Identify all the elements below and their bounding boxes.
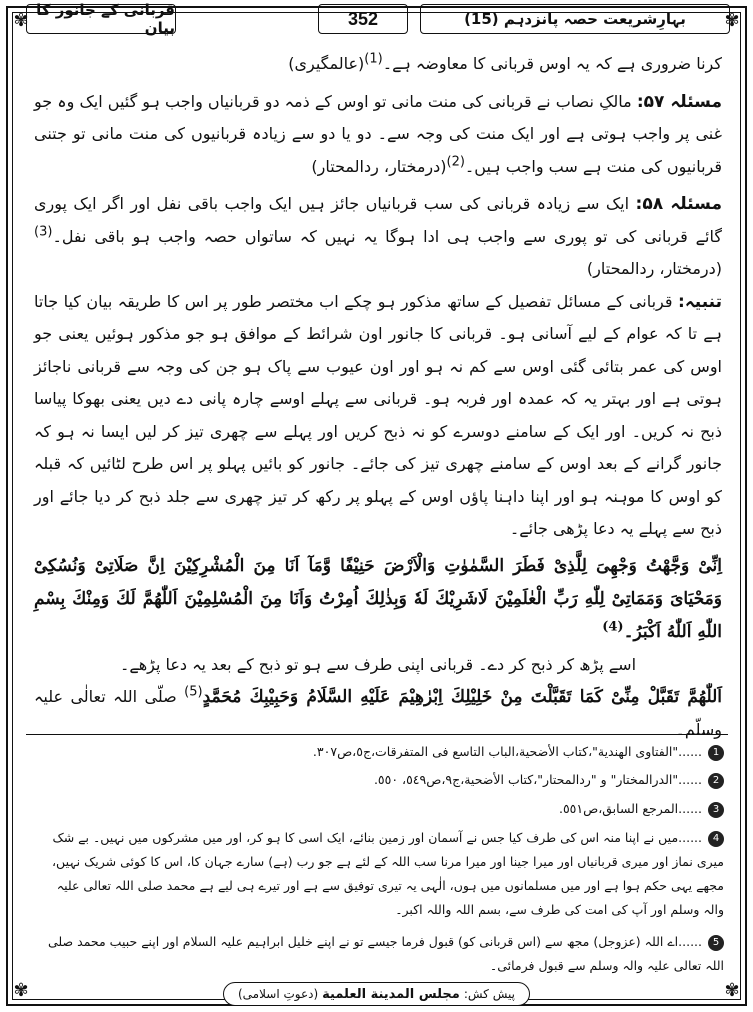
tanbeeh-note [34, 286, 722, 546]
footnote-number: 5 [708, 935, 724, 951]
footnote-ref: (1) [364, 51, 383, 67]
source-citation: (عالمگیری) [288, 54, 365, 73]
paragraph-text: مالکِ نصاب نے قربانی کی منت مانی تو اوس کے ذمہ دو قربانیاں واجب ہو گئیں ایک وہ جو غنی پر واجب ہوتی ہے اور ایک منت کی وجہ سے۔ دو یا دو سے زیادہ قربانیوں کی منت مانی تو جتنی قربانیوں کی منت ہے سب واجب ہیں۔ [34, 91, 722, 176]
footnote-number: 2 [708, 773, 724, 789]
footnote-divider [26, 734, 728, 735]
footnote-text: ......المرجع السابق،ص٥٥١. [558, 801, 702, 816]
main-text [34, 48, 722, 747]
publisher-suffix: (دعوتِ اسلامی) [238, 987, 319, 1001]
footnote-number: 1 [708, 745, 724, 761]
footnote-text: ......اے اللہ (عزوجل) مجھ سے (اس قربانی کو) قبول فرما جیسے تو نے اپنے خلیل ابراہیم علیہ السلام اور اپنے حبیب محمد صلی اللہ تعالی علیہ والہ وسلم سے قبول فرمائی۔ [48, 934, 724, 973]
dua-before-slaughter [34, 550, 722, 649]
masala-58 [34, 188, 722, 286]
footnote-text: ......"الدرالمختار" و "ردالمحتار"،كتاب الأضحية،ج٩،ص٥٤٩، ٥٥٠. [373, 772, 702, 787]
footnote-ref: (3) [34, 224, 53, 240]
masala-label: مسئلہ ۵۷: [636, 91, 722, 112]
arabic-dua: اِنِّیْ وَجَّهْتُ وَجْهِیَ لِلَّذِیْ فَطَرَ السَّمٰوٰتِ وَالْاَرْضَ حَنِیْفًا وَّمَآ اَنَا مِنَ الْمُشْرِكِیْنَ اِنَّ صَلَاتِیْ وَنُسُكِیْ وَمَحْیَایَ وَمَمَاتِیْ لِلّٰهِ رَبِّ الْعٰلَمِیْنَ لَاشَرِیْكَ لَهٗ وَبِذٰلِكَ اُمِرْتُ وَاَنَا مِنَ الْمُسْلِمِیْنَ اَللّٰهُمَّ لَكَ وَمِنْكَ بِسْمِ اللّٰهِ اَللّٰهُ اَكْبَرُ۔ [34, 555, 722, 642]
footnote-text: ......میں نے اپنا منہ اس کی طرف کیا جس نے آسمان اور زمین بنائے، ایک اسی کا ہو کر، اور میں مشرکوں میں نہیں۔ بے شک میری نماز اور میری قربانیاں اور میرا جینا اور میرا مرنا سب اللہ کے لئے ہے جو رب (ہے) سارے جہان کا، اس کا کوئی شریک نہیں، مجھے یہی حکم ہوا ہے اور میں مسلمانوں میں ہوں، الٰہی یہ تیری توفیق سے ہے اور تیرے ہی لیے ہے محمد صلی اللہ تعالی علیہ والہ وسلم اور آپ کی امت کی طرف سے، بسم اللہ واللہ اکبر۔ [52, 830, 724, 917]
publisher-name: مجلس المدينة العلمية [322, 986, 460, 1002]
footnote [34, 740, 724, 764]
footer [0, 982, 753, 1008]
footnote-ref: (2) [446, 154, 465, 170]
source-citation: (درمختار، ردالمحتار) [311, 156, 447, 176]
paragraph-text: ایک سے زیادہ قربانی کی سب قربانیاں جائز ہیں ایک واجب باقی نفل اور اگر ایک پوری گائے قربانی کی تو پوری سے واجب ہی ادا ہوگا یہ نہیں کہ ساتواں حصہ واجب ہو باقی نفل۔ [34, 194, 722, 246]
masala-57 [34, 86, 722, 184]
footnote [34, 930, 724, 978]
page-number: 352 [318, 4, 408, 34]
source-citation: (درمختار، ردالمحتار) [586, 259, 722, 278]
footnote-number: 3 [708, 802, 724, 818]
footnote [34, 768, 724, 792]
paragraph [34, 48, 722, 81]
footnote-number: 4 [708, 831, 724, 847]
header-chapter-title: قربانی کے جانور کا بیان [26, 4, 176, 34]
corner-ornament-icon: ✾ [13, 10, 29, 31]
footnote-text: ......"الفتاوی الهندیة"،كتاب الأضحية،الباب التاسع فی المتفرقات،ج٥،ص٣٠٧. [312, 744, 702, 759]
salutation-text: صلّی اللہ تعالٰی علیہ وسلّم۔ [34, 687, 722, 739]
paragraph-text: قربانی کے مسائل تفصیل کے ساتھ مذکور ہو چکے اب مختصر طور پر اس کا طریقہ بیان کیا جاتا ہے تا کہ عوام کے لیے آسانی ہو۔ قربانی کا جانور اون شرائط کے موافق ہو جو مذکور ہوئیں یعنی جو اوس کی عمر بتائی گئی اوس سے کم نہ ہو اور اون عیوب سے پاک ہو جن کی وجہ سے قربانی ناجائز ہوتی ہے اور بہتر یہ کہ عمدہ اور فربہ ہو۔ قربانی سے پہلے اوسے چارہ پانی دے دیں یعنی بھوکا پیاسا ذبح نہ کریں۔ اور ایک کے سامنے دوسرے کو نہ ذبح کریں اور پہلے سے چھری تیز کر لیں ایسا نہ ہو کہ جانور گرانے کے بعد اوس کے سامنے چھری تیز کی جائے۔ جانور کو بائیں پہلو پر اس طرح لٹائیں کہ قبلہ کو اوس کا موہنہ ہو اور اپنا داہنا پاؤں اوس کے پہلو پر رکھ کر تیز چھری سے جلد ذبح کر دیا جائے اور ذبح سے پہلے یہ دعا پڑھی جائے۔ [34, 291, 722, 538]
corner-ornament-icon: ✾ [13, 980, 29, 1001]
footnote-ref: (4) [602, 618, 624, 634]
footnote-ref: (5) [184, 684, 203, 700]
corner-ornament-icon: ✾ [724, 10, 740, 31]
arabic-dua: اَللّٰهُمَّ تَقَبَّلْ مِنِّیْ كَمَا تَقَبَّلْتَ مِنْ خَلِیْلِكَ اِبْرٰهِیْمَ عَلَیْهِ السَّلَامُ وَحَبِیْبِكَ مُحَمَّدٍ [202, 687, 722, 707]
instruction-line: اسے پڑھ کر ذبح کر دے۔ قربانی اپنی طرف سے ہو تو ذبح کے بعد یہ دعا پڑھے۔ [119, 654, 637, 674]
paragraph-text: کرنا ضروری ہے کہ یہ اوس قربانی کا معاوضہ ہے۔ [382, 54, 722, 73]
header-book-title: بہارِشریعت حصہ پانزدہم (15) [420, 4, 730, 34]
corner-ornament-icon: ✾ [724, 980, 740, 1001]
dua-after-slaughter [34, 681, 722, 747]
footnote [34, 797, 724, 821]
publisher-prefix: پیش کش: [463, 987, 515, 1001]
note-label: تنبیہ: [678, 291, 722, 312]
publisher-badge [223, 982, 530, 1006]
masala-label: مسئلہ ۵۸: [635, 194, 722, 214]
footnote [34, 826, 724, 922]
